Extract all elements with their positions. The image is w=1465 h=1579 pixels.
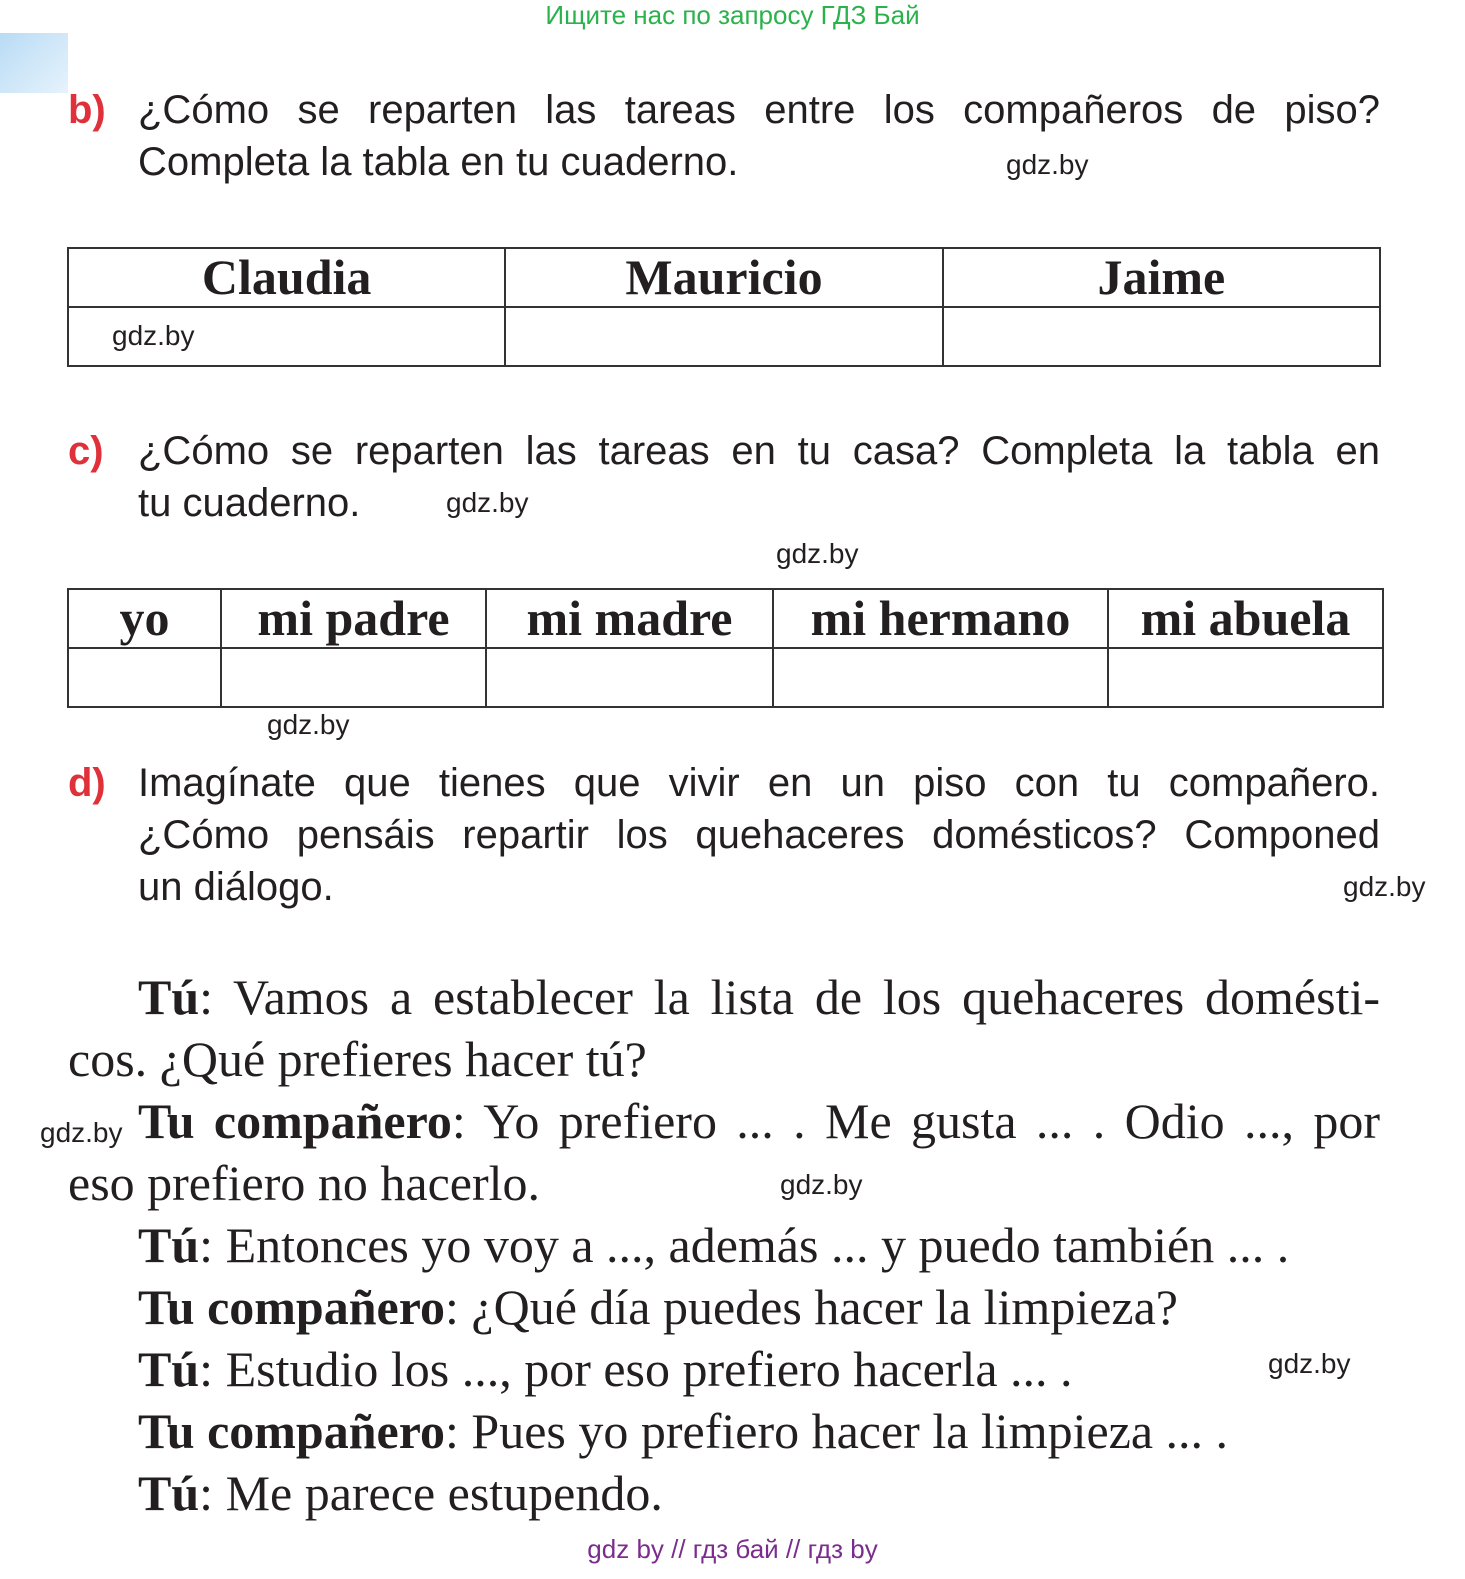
section-b-marker: b) xyxy=(68,88,106,132)
speaker-tu: Tú xyxy=(138,969,200,1025)
watermark: gdz.by xyxy=(446,487,529,518)
header-cell-jaime: Jaime xyxy=(943,248,1380,307)
header-cell-mi-madre: mi madre xyxy=(486,589,773,648)
section-c-question xyxy=(138,425,1380,529)
empty-cell xyxy=(943,307,1380,366)
speaker-companero: Tu compañero xyxy=(138,1403,446,1459)
dialogue-line-2 xyxy=(68,1028,1380,1090)
section-b-line-2: Completa la tabla en tu cuaderno. xyxy=(138,140,739,184)
speaker-companero: Tu compañero xyxy=(138,1279,446,1335)
section-b-line-1: ¿Cómo se reparten las tareas entre los compañeros de piso? xyxy=(138,88,1380,132)
dialogue xyxy=(68,966,1380,1524)
section-c-marker: c) xyxy=(68,429,104,473)
section-d-line-2: ¿Cómo pensáis repartir los quehaceres domésticos? Componed xyxy=(138,813,1380,857)
top-banner: Ищите нас по запросу ГДЗ Бай xyxy=(545,0,920,30)
watermark: gdz.by xyxy=(267,709,350,740)
empty-cell xyxy=(68,648,221,707)
section-d-line-3: un diálogo. xyxy=(138,865,334,909)
dialogue-text: cos. ¿Qué prefieres hacer tú? xyxy=(68,1031,647,1087)
empty-cell xyxy=(486,648,773,707)
empty-cell xyxy=(221,648,486,707)
dialogue-text: : Me parece estupendo. xyxy=(199,1465,663,1521)
section-c-line-2: tu cuaderno. xyxy=(138,481,361,525)
section-d-question xyxy=(138,757,1380,913)
empty-cell xyxy=(773,648,1108,707)
dialogue-line-6 xyxy=(68,1276,1380,1338)
header-cell-mi-padre: mi padre xyxy=(221,589,486,648)
dialogue-text: : Entonces yo voy a ..., además ... y puedo también ... . xyxy=(199,1217,1290,1273)
roommates-table xyxy=(67,247,1381,367)
watermark: gdz.by xyxy=(1006,149,1089,180)
dialogue-line-4 xyxy=(68,1152,1380,1214)
dialogue-text: : ¿Qué día puedes hacer la limpieza? xyxy=(445,1279,1178,1335)
watermark: gdz.by xyxy=(776,538,859,569)
dialogue-line-5 xyxy=(68,1214,1380,1276)
watermark: gdz.by xyxy=(780,1169,863,1200)
dialogue-text: eso prefiero no hacerlo. xyxy=(68,1155,540,1211)
footer-watermark: gdz by // гдз бай // гдз by xyxy=(587,1534,878,1564)
watermark: gdz.by xyxy=(112,320,195,351)
dialogue-line-9 xyxy=(68,1462,1380,1524)
speaker-tu: Tú xyxy=(138,1217,200,1273)
corner-tab-decoration xyxy=(0,33,68,93)
dialogue-text: : Estudio los ..., por eso prefiero hacerla ... . xyxy=(199,1341,1073,1397)
header-cell-mauricio: Mauricio xyxy=(505,248,942,307)
watermark: gdz.by xyxy=(40,1117,123,1148)
dialogue-text: : Pues yo prefiero hacer la limpieza ... . xyxy=(445,1403,1229,1459)
section-d-line-1: Imagínate que tienes que vivir en un piso con tu compañero. xyxy=(138,761,1380,805)
speaker-tu: Tú xyxy=(138,1341,200,1397)
section-d-marker: d) xyxy=(68,761,106,805)
dialogue-line-3 xyxy=(68,1090,1380,1152)
dialogue-line-7 xyxy=(68,1338,1380,1400)
watermark: gdz.by xyxy=(1268,1348,1351,1379)
family-table xyxy=(67,588,1384,708)
header-cell-claudia: Claudia xyxy=(68,248,505,307)
watermark: gdz.by xyxy=(1343,871,1426,902)
dialogue-text: : Vamos a establecer la lista de los quehaceres domésti- xyxy=(199,969,1380,1025)
speaker-tu: Tú xyxy=(138,1465,200,1521)
dialogue-line-8 xyxy=(68,1400,1380,1462)
dialogue-text: : Yo prefiero ... . Me gusta ... . Odio ..., por xyxy=(451,1093,1380,1149)
speaker-companero: Tu compañero xyxy=(138,1093,452,1149)
section-b-question xyxy=(138,84,1380,188)
empty-cell xyxy=(505,307,942,366)
header-cell-mi-hermano: mi hermano xyxy=(773,589,1108,648)
section-c-line-1: ¿Cómo se reparten las tareas en tu casa? Completa la tabla en xyxy=(138,429,1380,473)
empty-cell xyxy=(1108,648,1383,707)
dialogue-line-1 xyxy=(68,966,1380,1028)
header-cell-mi-abuela: mi abuela xyxy=(1108,589,1383,648)
header-cell-yo: yo xyxy=(68,589,221,648)
